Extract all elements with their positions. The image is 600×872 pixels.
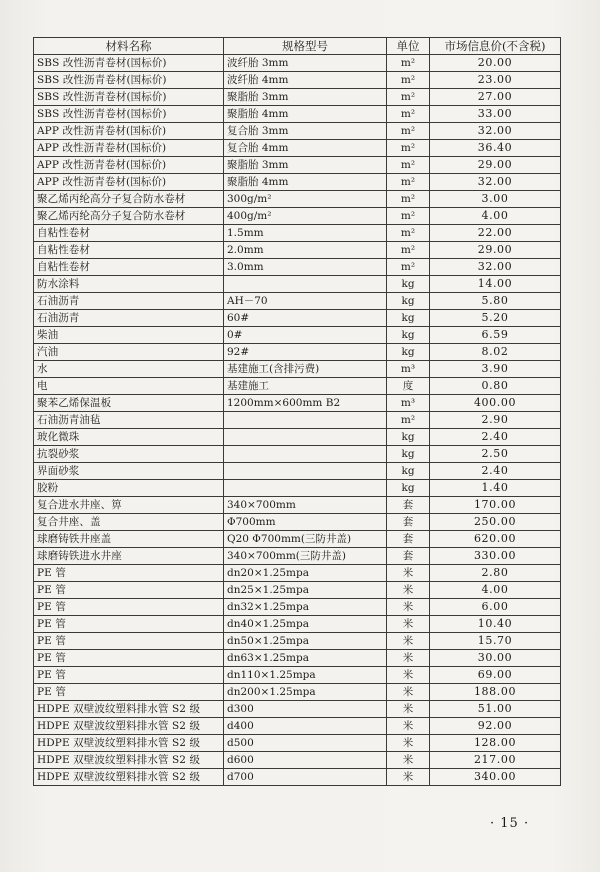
unit-cell: m² <box>387 55 430 72</box>
unit-cell: m² <box>387 89 430 106</box>
price-cell: 3.00 <box>430 191 561 208</box>
table-row <box>34 191 561 208</box>
material-name-cell: PE 管 <box>34 633 224 650</box>
unit-cell: m² <box>387 157 430 174</box>
material-name-cell: PE 管 <box>34 582 224 599</box>
table-row <box>34 650 561 667</box>
spec-model-cell: 0# <box>224 327 387 344</box>
table-row <box>34 327 561 344</box>
table-row <box>34 735 561 752</box>
price-cell: 2.40 <box>430 429 561 446</box>
price-cell: 36.40 <box>430 140 561 157</box>
spec-model-cell <box>224 429 387 446</box>
table-row <box>34 769 561 786</box>
spec-model-cell: d700 <box>224 769 387 786</box>
table-row <box>34 123 561 140</box>
unit-cell: 米 <box>387 735 430 752</box>
table-row <box>34 667 561 684</box>
unit-cell: kg <box>387 344 430 361</box>
spec-model-cell <box>224 463 387 480</box>
material-name-cell: 复合进水井座、箅 <box>34 497 224 514</box>
price-cell: 22.00 <box>430 225 561 242</box>
price-cell: 250.00 <box>430 514 561 531</box>
price-cell: 2.80 <box>430 565 561 582</box>
table-row <box>34 310 561 327</box>
material-name-cell: APP 改性沥青卷材(国标价) <box>34 123 224 140</box>
table-row <box>34 225 561 242</box>
spec-model-cell: 聚脂胎 4mm <box>224 174 387 191</box>
table-row <box>34 344 561 361</box>
spec-model-cell: 3.0mm <box>224 259 387 276</box>
price-cell: 32.00 <box>430 259 561 276</box>
spec-model-cell: dn25×1.25mpa <box>224 582 387 599</box>
unit-cell: m² <box>387 72 430 89</box>
table-row <box>34 361 561 378</box>
unit-cell: m² <box>387 140 430 157</box>
spec-model-cell: dn32×1.25mpa <box>224 599 387 616</box>
table-row <box>34 89 561 106</box>
unit-cell: 米 <box>387 650 430 667</box>
spec-model-cell: 波纤胎 4mm <box>224 72 387 89</box>
unit-cell: 度 <box>387 378 430 395</box>
material-name-cell: PE 管 <box>34 599 224 616</box>
material-price-table <box>33 37 561 786</box>
price-cell: 188.00 <box>430 684 561 701</box>
spec-model-cell: 复合胎 3mm <box>224 123 387 140</box>
table-row <box>34 565 561 582</box>
price-cell: 30.00 <box>430 650 561 667</box>
unit-cell: m² <box>387 106 430 123</box>
unit-cell: 米 <box>387 565 430 582</box>
unit-cell: 米 <box>387 684 430 701</box>
material-name-cell: 自粘性卷材 <box>34 225 224 242</box>
table-row <box>34 72 561 89</box>
table-row <box>34 752 561 769</box>
header-unit: 单位 <box>387 38 430 55</box>
unit-cell: 米 <box>387 667 430 684</box>
material-name-cell: 胶粉 <box>34 480 224 497</box>
spec-model-cell: 聚脂胎 3mm <box>224 157 387 174</box>
table-body <box>34 55 561 786</box>
material-name-cell: 抗裂砂浆 <box>34 446 224 463</box>
material-name-cell: 汽油 <box>34 344 224 361</box>
spec-model-cell <box>224 276 387 293</box>
table-row <box>34 633 561 650</box>
price-cell: 128.00 <box>430 735 561 752</box>
table-row <box>34 106 561 123</box>
material-name-cell: SBS 改性沥青卷材(国标价) <box>34 55 224 72</box>
price-cell: 4.00 <box>430 582 561 599</box>
spec-model-cell: 波纤胎 3mm <box>224 55 387 72</box>
unit-cell: m² <box>387 242 430 259</box>
unit-cell: kg <box>387 446 430 463</box>
material-name-cell: HDPE 双壁波纹塑料排水管 S2 级 <box>34 701 224 718</box>
price-cell: 170.00 <box>430 497 561 514</box>
table-row <box>34 293 561 310</box>
price-cell: 6.59 <box>430 327 561 344</box>
price-cell: 29.00 <box>430 242 561 259</box>
spec-model-cell: dn40×1.25mpa <box>224 616 387 633</box>
price-cell: 217.00 <box>430 752 561 769</box>
table-row <box>34 208 561 225</box>
material-name-cell: 柴油 <box>34 327 224 344</box>
spec-model-cell: dn20×1.25mpa <box>224 565 387 582</box>
unit-cell: m² <box>387 259 430 276</box>
material-name-cell: SBS 改性沥青卷材(国标价) <box>34 106 224 123</box>
material-name-cell: APP 改性沥青卷材(国标价) <box>34 174 224 191</box>
table-row <box>34 616 561 633</box>
price-cell: 15.70 <box>430 633 561 650</box>
spec-model-cell: 1.5mm <box>224 225 387 242</box>
table-row <box>34 140 561 157</box>
material-name-cell: PE 管 <box>34 667 224 684</box>
price-cell: 0.80 <box>430 378 561 395</box>
unit-cell: kg <box>387 293 430 310</box>
material-name-cell: PE 管 <box>34 616 224 633</box>
unit-cell: 套 <box>387 548 430 565</box>
price-cell: 1.40 <box>430 480 561 497</box>
table-row <box>34 531 561 548</box>
material-name-cell: 电 <box>34 378 224 395</box>
spec-model-cell: 60# <box>224 310 387 327</box>
spec-model-cell <box>224 446 387 463</box>
material-name-cell: PE 管 <box>34 684 224 701</box>
spec-model-cell: 340×700mm(三防井盖) <box>224 548 387 565</box>
material-name-cell: PE 管 <box>34 650 224 667</box>
material-name-cell: 球磨铸铁进水井座 <box>34 548 224 565</box>
material-name-cell: 水 <box>34 361 224 378</box>
price-cell: 620.00 <box>430 531 561 548</box>
unit-cell: 米 <box>387 769 430 786</box>
price-cell: 20.00 <box>430 55 561 72</box>
price-cell: 330.00 <box>430 548 561 565</box>
spec-model-cell: 聚脂胎 4mm <box>224 106 387 123</box>
spec-model-cell: dn200×1.25mpa <box>224 684 387 701</box>
material-name-cell: 聚乙烯丙纶高分子复合防水卷材 <box>34 191 224 208</box>
price-cell: 6.00 <box>430 599 561 616</box>
table-row <box>34 157 561 174</box>
table-row <box>34 582 561 599</box>
material-name-cell: 自粘性卷材 <box>34 242 224 259</box>
table-row <box>34 242 561 259</box>
material-name-cell: PE 管 <box>34 565 224 582</box>
price-cell: 3.90 <box>430 361 561 378</box>
table-row <box>34 429 561 446</box>
price-cell: 5.20 <box>430 310 561 327</box>
material-name-cell: 界面砂浆 <box>34 463 224 480</box>
spec-model-cell: d300 <box>224 701 387 718</box>
table-row <box>34 548 561 565</box>
table-row <box>34 480 561 497</box>
table-row <box>34 514 561 531</box>
unit-cell: 套 <box>387 514 430 531</box>
unit-cell: kg <box>387 327 430 344</box>
spec-model-cell: d400 <box>224 718 387 735</box>
table-row <box>34 718 561 735</box>
unit-cell: m² <box>387 208 430 225</box>
spec-model-cell: 基建施工 <box>224 378 387 395</box>
material-name-cell: HDPE 双壁波纹塑料排水管 S2 级 <box>34 735 224 752</box>
material-name-cell: 石油沥青 <box>34 293 224 310</box>
material-name-cell: APP 改性沥青卷材(国标价) <box>34 140 224 157</box>
table-row <box>34 174 561 191</box>
unit-cell: 米 <box>387 616 430 633</box>
spec-model-cell <box>224 412 387 429</box>
price-cell: 32.00 <box>430 123 561 140</box>
price-cell: 29.00 <box>430 157 561 174</box>
material-name-cell: 球磨铸铁井座盖 <box>34 531 224 548</box>
spec-model-cell: Φ700mm <box>224 514 387 531</box>
unit-cell: kg <box>387 480 430 497</box>
unit-cell: kg <box>387 463 430 480</box>
page-number: · 15 · <box>490 816 530 831</box>
price-cell: 4.00 <box>430 208 561 225</box>
unit-cell: 米 <box>387 582 430 599</box>
spec-model-cell <box>224 480 387 497</box>
unit-cell: kg <box>387 429 430 446</box>
spec-model-cell: 聚脂胎 3mm <box>224 89 387 106</box>
price-cell: 2.50 <box>430 446 561 463</box>
spec-model-cell: 400g/m² <box>224 208 387 225</box>
spec-model-cell: 300g/m² <box>224 191 387 208</box>
price-cell: 23.00 <box>430 72 561 89</box>
material-name-cell: HDPE 双壁波纹塑料排水管 S2 级 <box>34 752 224 769</box>
unit-cell: m³ <box>387 395 430 412</box>
table-row <box>34 684 561 701</box>
table-row <box>34 276 561 293</box>
material-name-cell: 防水涂料 <box>34 276 224 293</box>
table-header-row <box>34 38 561 55</box>
table-row <box>34 599 561 616</box>
table-row <box>34 378 561 395</box>
table-row <box>34 55 561 72</box>
material-name-cell: HDPE 双壁波纹塑料排水管 S2 级 <box>34 718 224 735</box>
price-cell: 14.00 <box>430 276 561 293</box>
unit-cell: 套 <box>387 497 430 514</box>
unit-cell: 米 <box>387 633 430 650</box>
unit-cell: kg <box>387 276 430 293</box>
price-cell: 69.00 <box>430 667 561 684</box>
unit-cell: kg <box>387 310 430 327</box>
price-cell: 5.80 <box>430 293 561 310</box>
header-material-name: 材料名称 <box>34 38 224 55</box>
material-name-cell: SBS 改性沥青卷材(国标价) <box>34 72 224 89</box>
material-name-cell: 聚苯乙烯保温板 <box>34 395 224 412</box>
spec-model-cell: dn50×1.25mpa <box>224 633 387 650</box>
price-cell: 27.00 <box>430 89 561 106</box>
price-cell: 32.00 <box>430 174 561 191</box>
price-cell: 33.00 <box>430 106 561 123</box>
material-name-cell: 聚乙烯丙纶高分子复合防水卷材 <box>34 208 224 225</box>
header-market-price: 市场信息价(不含税) <box>430 38 561 55</box>
price-cell: 92.00 <box>430 718 561 735</box>
table-row <box>34 412 561 429</box>
unit-cell: 米 <box>387 752 430 769</box>
spec-model-cell: AH－70 <box>224 293 387 310</box>
unit-cell: m² <box>387 174 430 191</box>
spec-model-cell: d500 <box>224 735 387 752</box>
material-name-cell: SBS 改性沥青卷材(国标价) <box>34 89 224 106</box>
price-cell: 2.90 <box>430 412 561 429</box>
table-row <box>34 463 561 480</box>
spec-model-cell: 复合胎 4mm <box>224 140 387 157</box>
material-name-cell: 复合井座、盖 <box>34 514 224 531</box>
material-name-cell: HDPE 双壁波纹塑料排水管 S2 级 <box>34 769 224 786</box>
unit-cell: m² <box>387 123 430 140</box>
material-name-cell: 玻化微珠 <box>34 429 224 446</box>
table-row <box>34 701 561 718</box>
unit-cell: m² <box>387 191 430 208</box>
material-name-cell: APP 改性沥青卷材(国标价) <box>34 157 224 174</box>
price-cell: 400.00 <box>430 395 561 412</box>
table-row <box>34 497 561 514</box>
unit-cell: 米 <box>387 718 430 735</box>
spec-model-cell: d600 <box>224 752 387 769</box>
spec-model-cell: 92# <box>224 344 387 361</box>
price-cell: 2.40 <box>430 463 561 480</box>
spec-model-cell: Q20 Φ700mm(三防井盖) <box>224 531 387 548</box>
price-cell: 10.40 <box>430 616 561 633</box>
header-spec-model: 规格型号 <box>224 38 387 55</box>
material-name-cell: 自粘性卷材 <box>34 259 224 276</box>
spec-model-cell: 340×700mm <box>224 497 387 514</box>
spec-model-cell: 1200mm×600mm B2 <box>224 395 387 412</box>
unit-cell: m² <box>387 412 430 429</box>
price-cell: 8.02 <box>430 344 561 361</box>
material-name-cell: 石油沥青油毡 <box>34 412 224 429</box>
spec-model-cell: dn110×1.25mpa <box>224 667 387 684</box>
price-cell: 340.00 <box>430 769 561 786</box>
material-name-cell: 石油沥青 <box>34 310 224 327</box>
spec-model-cell: dn63×1.25mpa <box>224 650 387 667</box>
unit-cell: m³ <box>387 361 430 378</box>
price-cell: 51.00 <box>430 701 561 718</box>
spec-model-cell: 2.0mm <box>224 242 387 259</box>
table-row <box>34 395 561 412</box>
unit-cell: 米 <box>387 599 430 616</box>
unit-cell: 米 <box>387 701 430 718</box>
unit-cell: m² <box>387 225 430 242</box>
table-row <box>34 259 561 276</box>
spec-model-cell: 基建施工(含排污费) <box>224 361 387 378</box>
table-row <box>34 446 561 463</box>
unit-cell: 套 <box>387 531 430 548</box>
